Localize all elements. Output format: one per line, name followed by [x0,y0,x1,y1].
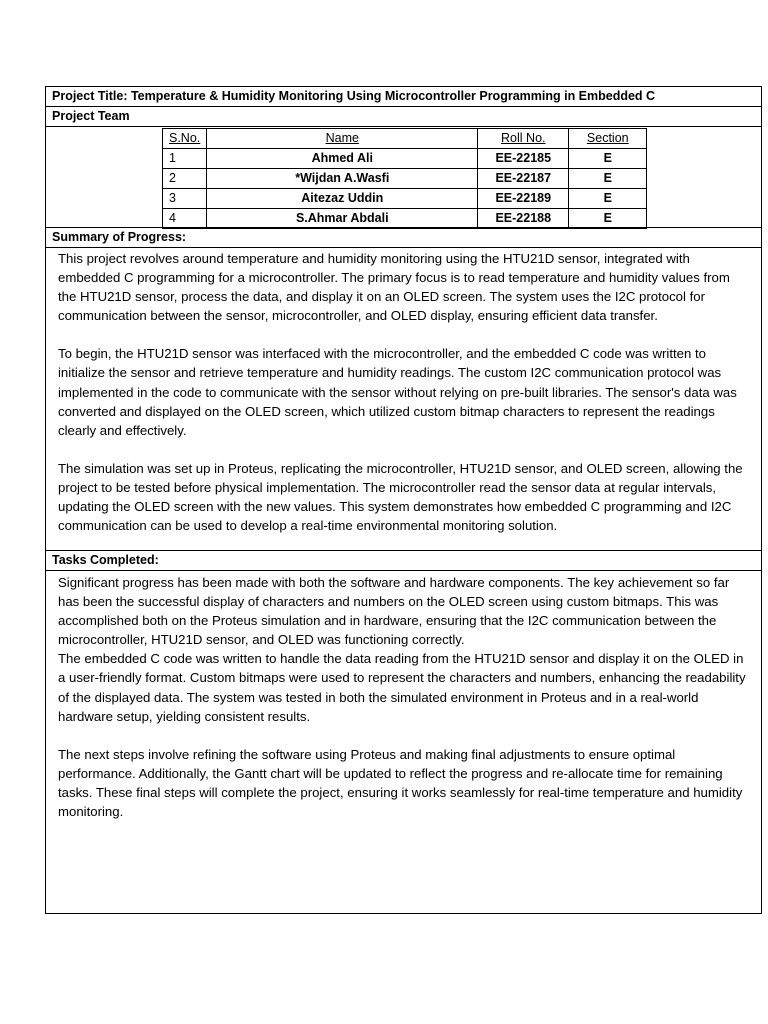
project-team-label: Project Team [46,107,761,127]
cell-roll: EE-22188 [478,209,569,229]
cell-section: E [569,149,647,169]
table-row [163,149,647,169]
project-title: Project Title: Temperature & Humidity Monitoring Using Microcontroller Programming in Embedded C [46,87,761,107]
report-form [45,86,762,914]
summary-paragraph: This project revolves around temperature and humidity monitoring using the HTU21D sensor, integrated with embedded C programming for a microcontroller. The primary focus is to read temperature and humidity values from the HTU21D sensor, process the data, and display it on an OLED screen. The system uses the I2C protocol for communication between the sensor, microcontroller, and OLED display, ensuring efficient data transfer. [58,251,730,324]
tasks-paragraph: The embedded C code was written to handle the data reading from the HTU21D sensor and display it on the OLED in a user-friendly format. Custom bitmaps were used to represent the characters and numbers, enhancing the readability of the displayed data. The system was tested in both the simulated environment in Proteus and in a real-world hardware setup, yielding consistent results. [58,651,746,724]
table-row [163,169,647,189]
cell-sno: 3 [163,189,207,209]
cell-sno: 1 [163,149,207,169]
summary-label: Summary of Progress: [46,227,761,248]
header-name: Name [207,129,478,149]
tasks-section [46,573,761,913]
cell-name: Ahmed Ali [207,149,478,169]
header-section: Section [569,129,647,149]
cell-section: E [569,169,647,189]
cell-sno: 2 [163,169,207,189]
summary-paragraph: The simulation was set up in Proteus, replicating the microcontroller, HTU21D sensor, and OLED screen, allowing the project to be tested before physical implementation. The microcontroller read the sensor data at regular intervals, updating the OLED screen with the new values. This system demonstrates how embedded C programming and I2C communication can be used to develop a real-time environmental monitoring solution. [58,460,743,534]
table-row [163,189,647,209]
tasks-label: Tasks Completed: [46,551,761,571]
cell-roll: EE-22187 [478,169,569,189]
cell-roll: EE-22185 [478,149,569,169]
cell-name: Aitezaz Uddin [207,189,478,209]
team-table [162,128,647,229]
tasks-paragraph: The next steps involve refining the software using Proteus and making final adjustments to ensure optimal performance. Additionally, the Gantt chart will be updated to reflect the progress and re-allocate time for remaining tasks. These final steps will complete the project, ensuring it works seamlessly for real-time temperature and humidity monitoring. [58,746,743,820]
summary-section [46,249,761,551]
cell-name: *Wijdan A.Wasfi [207,169,478,189]
header-roll: Roll No. [478,129,569,149]
cell-section: E [569,189,647,209]
cell-roll: EE-22189 [478,189,569,209]
summary-paragraph: To begin, the HTU21D sensor was interfaced with the microcontroller, and the embedded C code was written to initialize the sensor and retrieve temperature and humidity readings. The custom I2C communication protocol was implemented in the code to communicate with the sensor without relying on pre-built libraries. The sensor's data was converted and displayed on the OLED screen, which utilized custom bitmap characters to represent the readings clearly and effectively. [58,346,737,438]
header-sno: S.No. [163,129,207,149]
team-table-header [163,129,647,149]
table-row [163,209,647,229]
cell-name: S.Ahmar Abdali [207,209,478,229]
tasks-paragraph: Significant progress has been made with both the software and hardware components. The key achievement so far has been the successful display of characters and numbers on the OLED screen using custom bitmaps. This was accomplished both on the Proteus simulation and in hardware, ensuring that the I2C communication between the microcontroller, HTU21D sensor, and OLED was functioning correctly. [58,575,730,648]
cell-section: E [569,209,647,229]
cell-sno: 4 [163,209,207,229]
